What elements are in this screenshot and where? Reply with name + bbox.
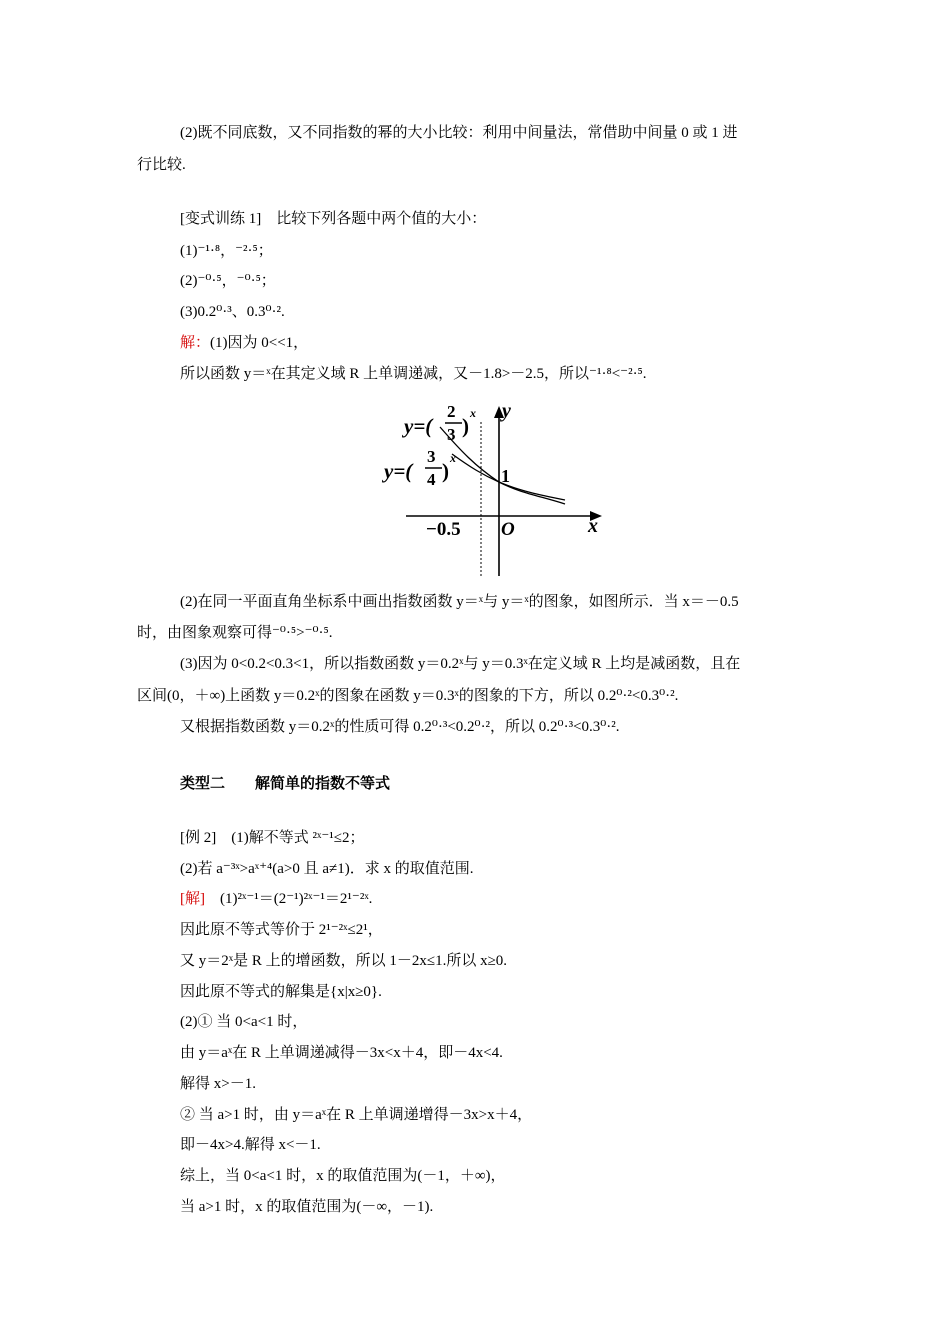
solution-line: (3)因为 0<0.2<0.3<1，所以指数函数 y＝0.2ˣ与 y＝0.3ˣ在定义域 R 上均是减函数，且在 (180, 656, 741, 672)
solution-text: (1)因为 0<<1， (210, 335, 309, 351)
example-solution-line: 因此原不等式等价于 2¹⁻²ˣ≤2¹， (180, 922, 383, 938)
example-line: (2)若 a⁻³ˣ>aˣ⁺⁴(a>0 且 a≠1)．求 x 的取值范围. (180, 861, 474, 877)
solution-line (180, 333, 308, 353)
exponential-graph (380, 392, 620, 582)
example-solution-line: 综上，当 0<a<1 时，x 的取值范围为(－1，＋∞)， (180, 1168, 506, 1184)
example-solution-line: 解得 x>－1. (180, 1076, 256, 1092)
practice-question-3: (3)0.2⁰·³、0.3⁰·². (180, 304, 285, 320)
label-y-two-thirds: y=( (404, 414, 433, 438)
label-three-quarters-exp: x (450, 451, 456, 465)
x-axis-label: x (588, 515, 598, 537)
paragraph-line: 行比较. (137, 157, 186, 173)
example-solution-line: (2)① 当 0<a<1 时， (180, 1014, 308, 1030)
paragraph-line: (2)既不同底数，又不同指数的幂的大小比较：利用中间量法，常借助中间量 0 或 1 进 (180, 125, 738, 141)
neg-half-label: −0.5 (426, 519, 461, 540)
practice-header: [变式训练 1] 比较下列各题中两个值的大小： (180, 211, 487, 227)
example-solution-line: 又 y＝2ˣ是 R 上的增函数，所以 1－2x≤1.所以 x≥0. (180, 953, 508, 969)
practice-question-1: (1)⁻¹·⁸，⁻²·⁵； (180, 243, 273, 259)
label-three-quarters-den: 4 (427, 470, 436, 489)
section-heading: 类型二 解简单的指数不等式 (180, 774, 391, 792)
example-solution-line: 由 y＝aˣ在 R 上单调递减得－3x<x＋4，即－4x<4. (180, 1045, 503, 1061)
label-two-thirds-exp: x (470, 406, 476, 420)
example-solution-text: (1)²ˣ⁻¹＝(2⁻¹)²ˣ⁻¹＝2¹⁻²ˣ. (220, 891, 373, 907)
solution-line: 所以函数 y＝ˣ在其定义域 R 上单调递减，又－1.8>－2.5，所以⁻¹·⁸<⁻²·⁵. (180, 366, 647, 382)
practice-question-2: (2)⁻⁰·⁵，⁻⁰·⁵； (180, 273, 276, 289)
label-two-thirds-den: 3 (447, 425, 456, 444)
label-two-thirds-num: 2 (447, 402, 456, 421)
solution-line: (2)在同一平面直角坐标系中画出指数函数 y＝ˣ与 y＝ˣ的图象，如图所示．当 x＝－0.5 (180, 594, 739, 610)
example-solution-line: ② 当 a>1 时，由 y＝aˣ在 R 上单调递增得－3x>x＋4， (180, 1107, 533, 1123)
solution-label: 解： (180, 335, 211, 351)
example-solution-label: [解] (180, 891, 205, 907)
label-y-three-quarters: y=( (384, 459, 413, 483)
solution-line: 又根据指数函数 y＝0.2ˣ的性质可得 0.2⁰·³<0.2⁰·²，所以 0.2⁰·³<0.3⁰·². (180, 719, 620, 735)
label-three-quarters-num: 3 (427, 447, 436, 466)
example-solution-line: 因此原不等式的解集是{x|x≥0}. (180, 984, 382, 1000)
y-intercept-label: 1 (501, 466, 510, 486)
solution-line: 区间(0，＋∞)上函数 y＝0.2ˣ的图象在函数 y＝0.3ˣ的图象的下方，所以 0.2⁰·²<0.3⁰·². (137, 688, 679, 704)
example-solution-line: 即－4x>4.解得 x<－1. (180, 1137, 321, 1153)
solution-line: 时，由图象观察可得⁻⁰·⁵>⁻⁰·⁵. (137, 625, 333, 641)
example-solution-line: 当 a>1 时，x 的取值范围为(－∞，－1). (180, 1199, 434, 1215)
y-axis-label: y (502, 400, 511, 422)
label-two-thirds-close: ) (462, 414, 469, 438)
origin-label: O (501, 519, 515, 540)
label-three-quarters-close: ) (442, 459, 449, 483)
example-line: [例 2] (1)解不等式 ²ˣ⁻¹≤2； (180, 830, 365, 846)
example-solution-line (180, 889, 372, 909)
